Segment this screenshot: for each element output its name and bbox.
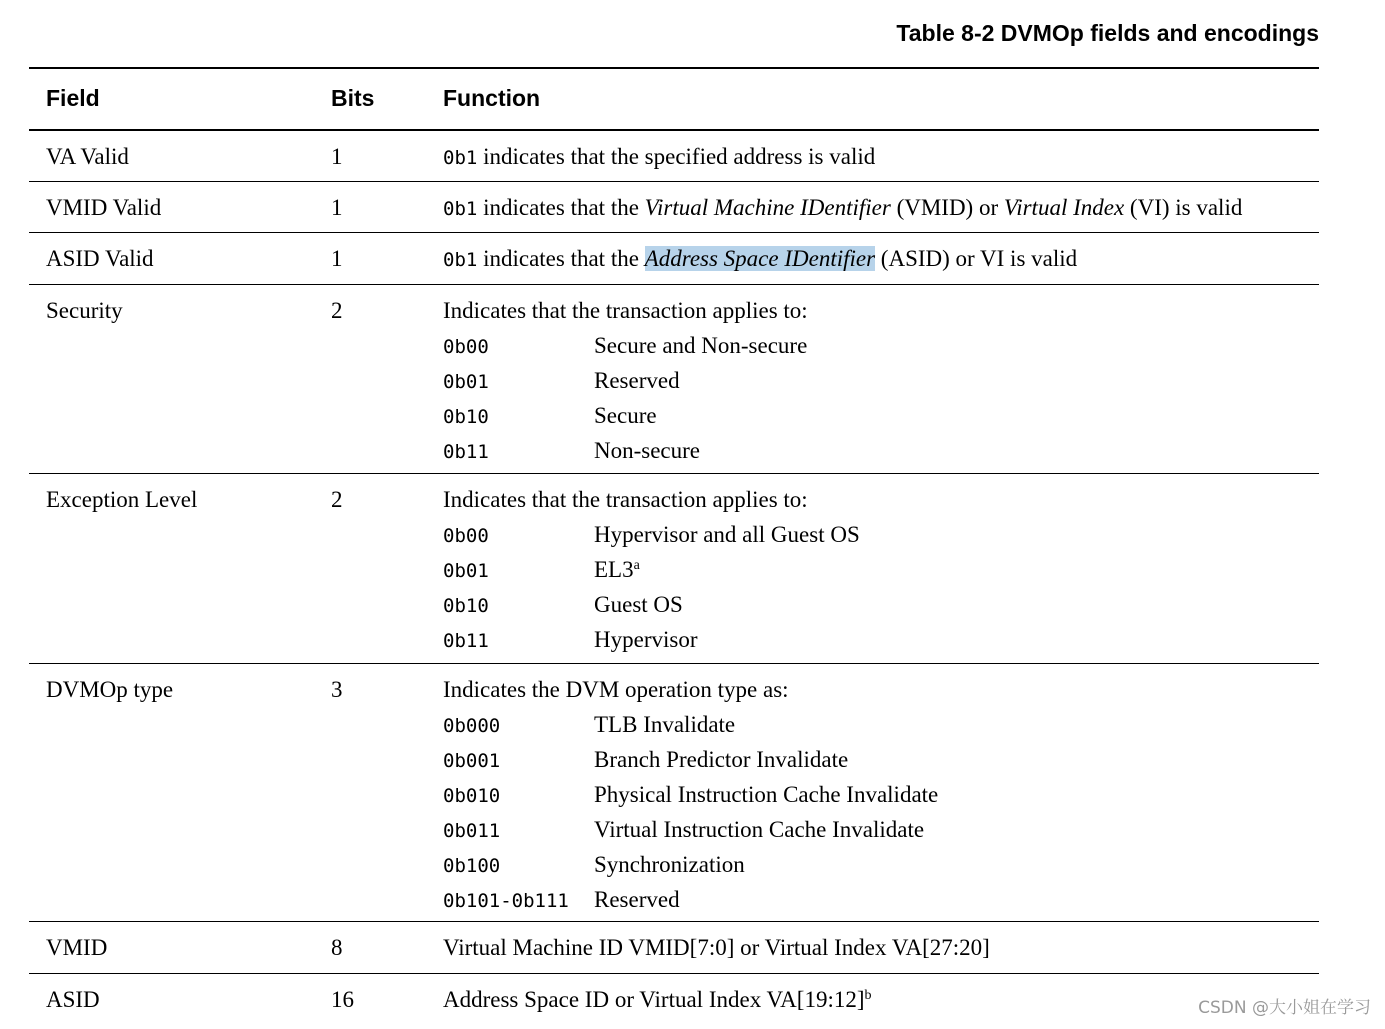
encoding-desc: Branch Predictor Invalidate — [594, 747, 849, 772]
encoding-code: 0b11 — [443, 630, 489, 652]
encoding-desc: Synchronization — [594, 852, 745, 877]
encoding-line — [443, 711, 1319, 746]
field-cell: DVMOp type — [46, 677, 174, 702]
bits-cell: 1 — [331, 195, 343, 220]
function-cell — [443, 486, 1319, 661]
table-row — [29, 233, 1319, 285]
encoding-line — [443, 591, 1319, 626]
footnote-marker: a — [633, 558, 640, 573]
table-row — [29, 474, 1319, 664]
encoding-code: 0b101-0b111 — [443, 890, 569, 912]
function-term: Virtual Index — [1003, 195, 1125, 220]
function-text: indicates that the specified address is valid — [483, 144, 876, 169]
table-row — [29, 285, 1319, 474]
header-bits: Bits — [331, 85, 375, 111]
encoding-line — [443, 521, 1319, 556]
encoding-desc: Physical Instruction Cache Invalidate — [594, 782, 939, 807]
function-text: (ASID) or VI is valid — [880, 246, 1078, 271]
watermark: CSDN @大小姐在学习 — [1198, 998, 1371, 1018]
field-cell: ASID — [46, 987, 100, 1012]
encoding-desc: Guest OS — [594, 592, 683, 617]
encoding-desc: Secure and Non-secure — [594, 333, 808, 358]
function-text: indicates that the — [483, 195, 639, 220]
encoding-code: 0b01 — [443, 371, 489, 393]
encoding-desc: Secure — [594, 403, 657, 428]
encoding-line — [443, 851, 1319, 886]
function-text: (VI) is valid — [1129, 195, 1243, 220]
encoding-desc: EL3 — [594, 557, 634, 582]
function-intro: Indicates the DVM operation type as: — [443, 677, 789, 702]
header-field: Field — [46, 85, 100, 111]
function-text: Address Space ID or Virtual Index VA[19:12] — [443, 987, 865, 1012]
table-row — [29, 131, 1319, 182]
table-header — [29, 69, 1319, 131]
field-cell: ASID Valid — [46, 246, 154, 271]
bits-cell: 1 — [331, 246, 343, 271]
table-row — [29, 974, 1319, 1029]
encoding-desc: Hypervisor and all Guest OS — [594, 522, 860, 547]
encoding-code: 0b11 — [443, 441, 489, 463]
bits-cell: 1 — [331, 144, 343, 169]
bits-cell: 2 — [331, 487, 343, 512]
bits-cell: 2 — [331, 298, 343, 323]
function-cell — [443, 676, 1319, 921]
field-cell: Exception Level — [46, 487, 198, 512]
encoding-code: 0b10 — [443, 406, 489, 428]
table-row — [29, 922, 1319, 974]
bits-cell: 8 — [331, 935, 343, 960]
bits-cell: 16 — [331, 987, 354, 1012]
encoding-desc: Non-secure — [594, 438, 701, 463]
encoding-code: 0b010 — [443, 785, 501, 807]
encoding-code: 0b1 — [443, 249, 478, 271]
field-cell: Security — [46, 298, 123, 323]
encoding-code: 0b011 — [443, 820, 501, 842]
encoding-line — [443, 332, 1319, 367]
encoding-line — [443, 367, 1319, 402]
function-cell — [443, 245, 1319, 280]
encoding-line — [443, 816, 1319, 851]
encoding-line — [443, 556, 1319, 591]
encoding-code: 0b1 — [443, 147, 478, 169]
encoding-code: 0b00 — [443, 336, 489, 358]
table-row — [29, 664, 1319, 922]
encoding-line — [443, 781, 1319, 816]
function-text: (VMID) or — [896, 195, 999, 220]
footnote-marker: b — [864, 988, 872, 1003]
encoding-line — [443, 437, 1319, 472]
function-cell — [443, 143, 1319, 178]
field-cell: VMID Valid — [46, 195, 162, 220]
table-row — [29, 182, 1319, 233]
field-cell: VA Valid — [46, 144, 129, 169]
encoding-line — [443, 746, 1319, 781]
function-cell — [443, 194, 1319, 229]
function-term: Virtual Machine IDentifier — [644, 195, 891, 220]
encoding-desc: Virtual Instruction Cache Invalidate — [594, 817, 925, 842]
highlighted-term: Address Space IDentifier — [644, 246, 876, 271]
encoding-desc: Reserved — [594, 887, 680, 912]
encoding-line — [443, 626, 1319, 661]
function-intro: Indicates that the transaction applies to: — [443, 298, 808, 323]
function-cell — [443, 297, 1319, 472]
function-cell — [443, 986, 1319, 1021]
encoding-line — [443, 402, 1319, 437]
encoding-code: 0b000 — [443, 715, 501, 737]
encoding-desc: Reserved — [594, 368, 680, 393]
encoding-desc: Hypervisor — [594, 627, 698, 652]
field-cell: VMID — [46, 935, 108, 960]
dvmop-table — [29, 67, 1319, 1029]
encoding-code: 0b100 — [443, 855, 501, 877]
encoding-code: 0b00 — [443, 525, 489, 547]
encoding-code: 0b1 — [443, 198, 478, 220]
encoding-desc: TLB Invalidate — [594, 712, 736, 737]
encoding-code: 0b01 — [443, 560, 489, 582]
bits-cell: 3 — [331, 677, 343, 702]
encoding-code: 0b001 — [443, 750, 501, 772]
encoding-line — [443, 886, 1319, 921]
function-text: indicates that the — [483, 246, 639, 271]
function-intro: Indicates that the transaction applies to: — [443, 487, 808, 512]
table-caption: Table 8-2 DVMOp fields and encodings — [896, 20, 1319, 46]
encoding-code: 0b10 — [443, 595, 489, 617]
header-function: Function — [443, 85, 541, 111]
function-cell: Virtual Machine ID VMID[7:0] or Virtual Index VA[27:20] — [443, 935, 990, 960]
